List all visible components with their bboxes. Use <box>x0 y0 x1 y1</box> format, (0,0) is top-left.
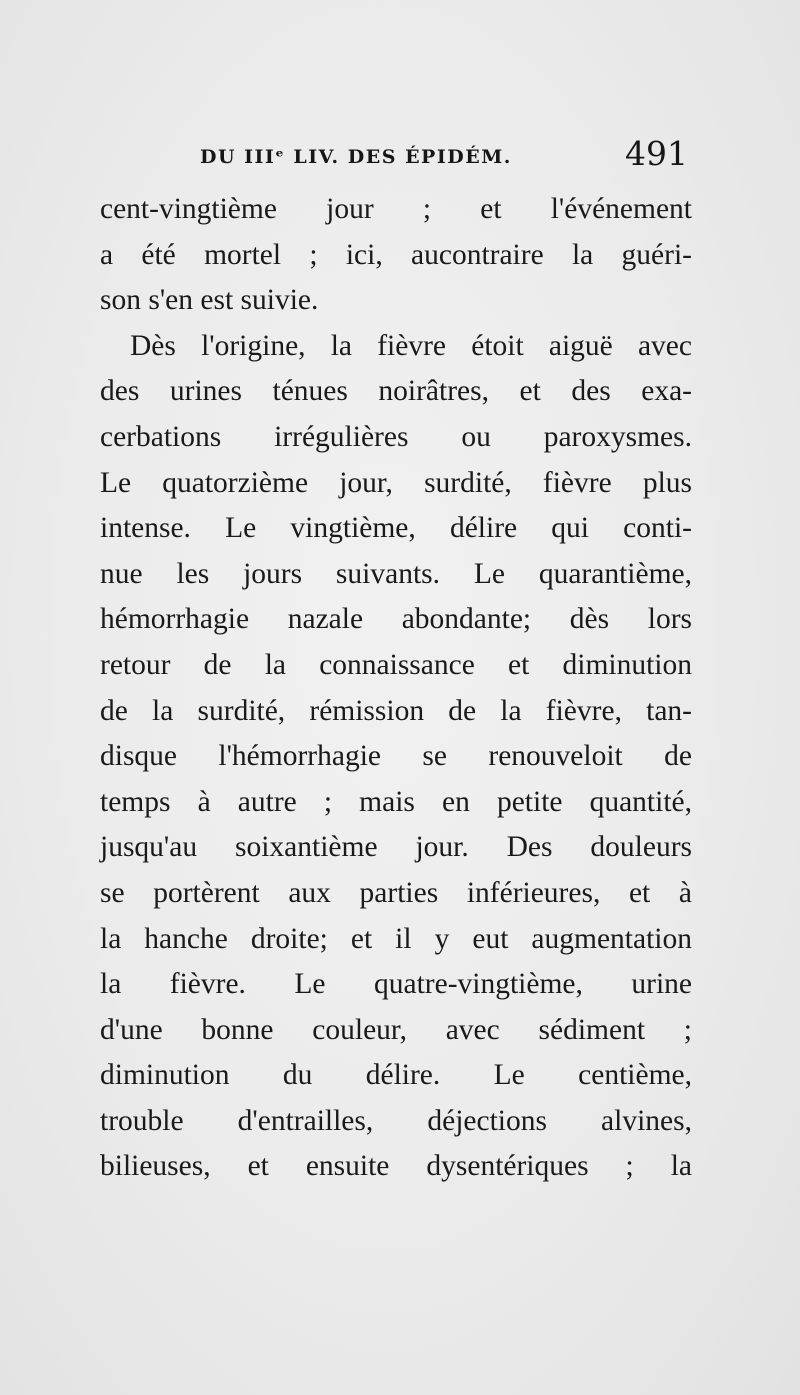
text-line: retour de la connaissance et diminution <box>100 648 692 681</box>
running-head: DU IIIᵉ LIV. DES ÉPIDÉM. <box>200 146 512 168</box>
text-line: cent-vingtième jour ; et l'événement <box>100 193 692 225</box>
text-line: d'une bonne couleur, avec sédiment ; <box>100 1013 692 1046</box>
text-line: son s'en est suivie. <box>100 284 319 317</box>
text-line: nue les jours suivants. Le quarantième, <box>100 557 692 590</box>
page-header <box>200 134 692 180</box>
text-line: trouble d'entrailles, déjections alvines, <box>100 1104 692 1137</box>
text-line: la hanche droite; et il y eut augmentation <box>100 922 692 955</box>
text-line: se portèrent aux parties inférieures, et à <box>100 876 692 909</box>
body-text <box>100 187 692 1190</box>
text-line: a été mortel ; ici, aucontraire la guéri- <box>100 238 692 271</box>
text-line: cerbations irrégulières ou paroxysmes. <box>100 420 692 453</box>
page-number: 491 <box>625 134 688 173</box>
text-line: temps à autre ; mais en petite quantité, <box>100 785 692 818</box>
text-line: jusqu'au soixantième jour. Des douleurs <box>100 831 692 864</box>
text-line: hémorrhagie nazale abondante; dès lors <box>100 603 692 636</box>
text-line: de la surdité, rémission de la fièvre, tan- <box>100 694 692 727</box>
text-line: disque l'hémorrhagie se renouveloit de <box>100 740 692 773</box>
text-line: Le quatorzième jour, surdité, fièvre plus <box>100 466 692 499</box>
text-line: diminution du délire. Le centième, <box>100 1059 692 1092</box>
text-line: la fièvre. Le quatre-vingtième, urine <box>100 968 692 1001</box>
text-line: des urines ténues noirâtres, et des exa- <box>100 375 692 408</box>
text-line: bilieuses, et ensuite dysentériques ; la <box>100 1150 692 1183</box>
text-line: Dès l'origine, la fièvre étoit aiguë avec <box>130 329 692 362</box>
text-line: intense. Le vingtième, délire qui conti- <box>100 512 692 545</box>
